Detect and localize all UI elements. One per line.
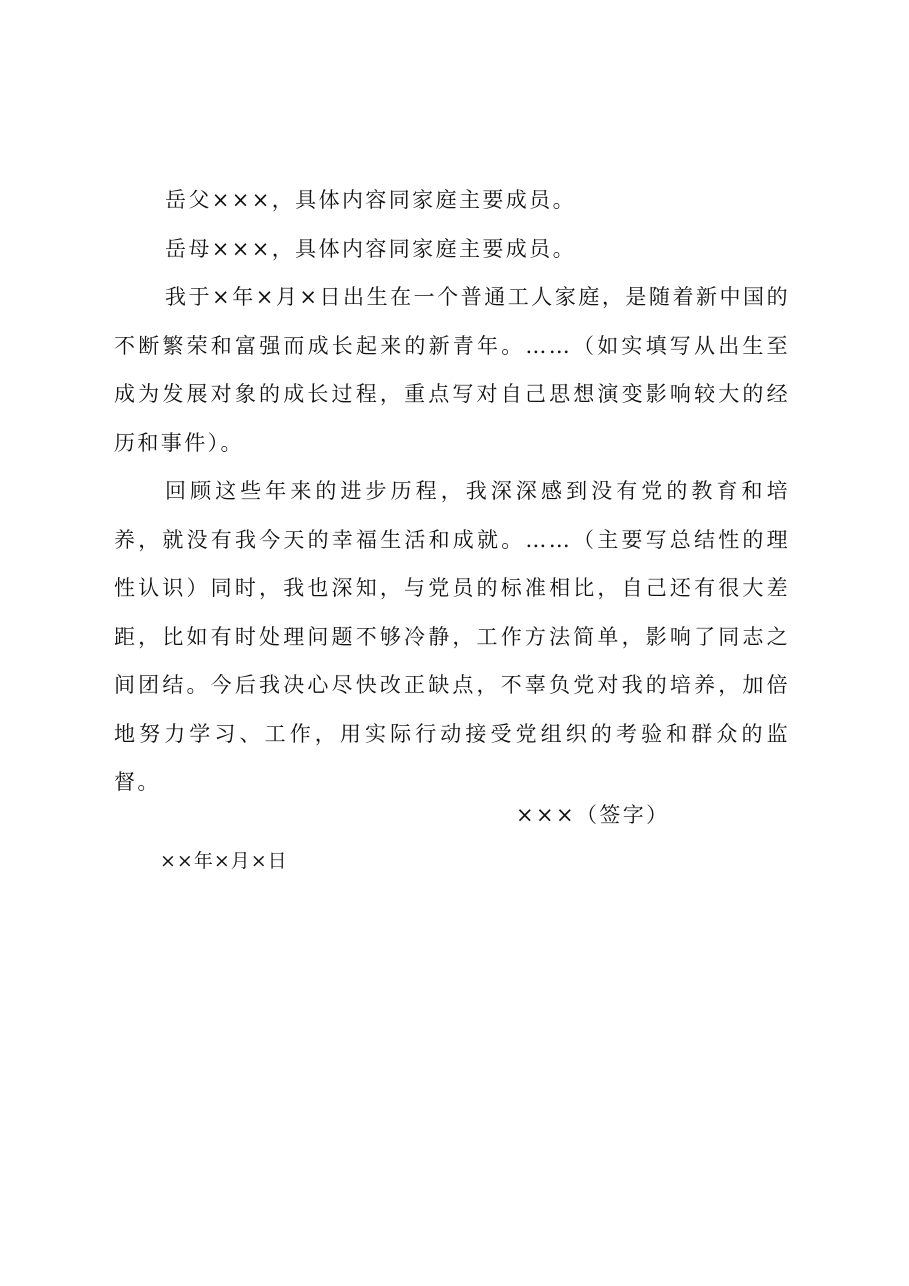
signature-line: ×××（签字）	[516, 803, 670, 827]
paragraph-mother-in-law: 岳母×××，具体内容同家庭主要成员。	[165, 236, 576, 261]
document-body	[114, 176, 790, 807]
date-line: ××年×月×日	[160, 850, 288, 872]
paragraph-father-in-law: 岳父×××，具体内容同家庭主要成员。	[165, 188, 576, 212]
paragraph-reflection: 回顾这些年来的进步历程，我深深感到没有党的教育和培养，就没有我今天的幸福生活和成就。……（主要写总结性的理性认识）同时，我也深知，与党员的标准相比，自己还有很大差距，比如有时处理问题不够冷静，工作方法简单，影响了同志之间团结。今后我决心尽快改正缺点，不辜负党对我的培养，加倍地努力学习、工作，用实际行动接受党组织的考验和群众的监督。	[114, 479, 790, 794]
paragraph-personal-history: 我于×年×月×日出生在一个普通工人家庭，是随着新中国的不断繁荣和富强而成长起来的新青年。……（如实填写从出生至成为发展对象的成长过程，重点写对自己思想演变影响较大的经历和事件）。	[114, 285, 790, 455]
